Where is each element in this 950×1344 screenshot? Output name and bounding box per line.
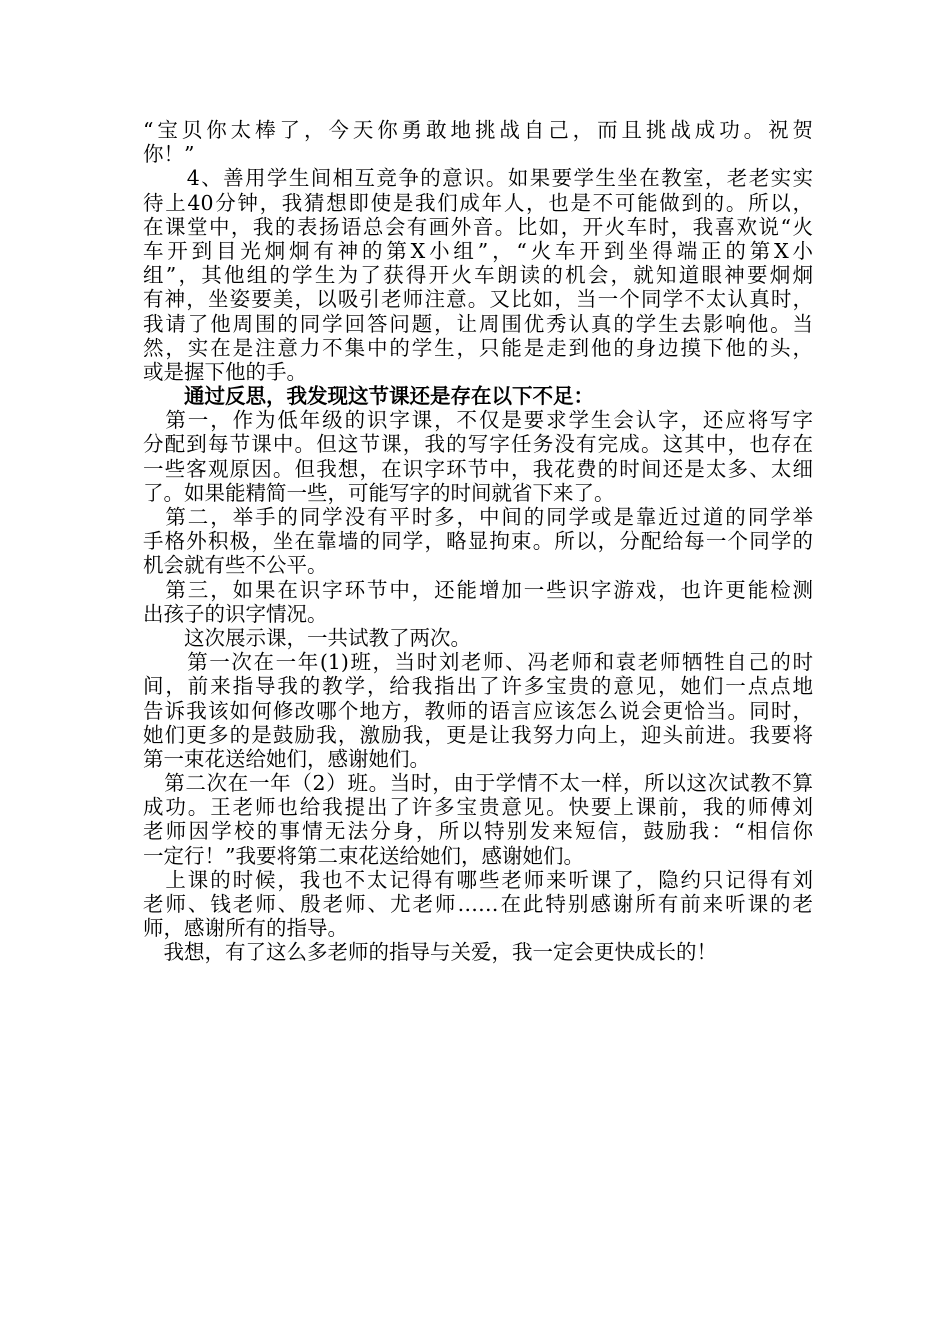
text-line: 这次展示课，一共试教了两次。 xyxy=(143,625,471,650)
text-line: 她们更多的是鼓励我，激励我，更是让我努力向上，迎头前进。我要将 xyxy=(143,722,813,747)
text-line: 第二次在一年（2）班。当时，由于学情不太一样，所以这次试教不算 xyxy=(143,771,813,796)
text-line: 待上40分钟，我猜想即使是我们成年人，也是不可能做到的。所以， xyxy=(143,190,813,215)
text-line: 然，实在是注意力不集中的学生，只能是走到他的身边摸下他的头， xyxy=(143,335,813,360)
text-line: 成功。王老师也给我提出了许多宝贵意见。快要上课前，我的师傅刘 xyxy=(143,795,813,820)
text-line: 第一，作为低年级的识字课，不仅是要求学生会认字，还应将写字 xyxy=(143,408,813,433)
text-line: 第三，如果在识字环节中，还能增加一些识字游戏，也许更能检测 xyxy=(143,577,813,602)
text-line: 或是握下他的手。 xyxy=(143,359,307,384)
text-line: 有神，坐姿要美，以吸引老师注意。又比如，当一个同学不太认真时， xyxy=(143,287,813,312)
text-line: 第一次在一年(1)班，当时刘老师、冯老师和袁老师牺牲自己的时 xyxy=(143,650,813,675)
text-line: 间，前来指导我的教学，给我指出了许多宝贵的意见，她们一点点地 xyxy=(143,674,813,699)
text-line: 第二，举手的同学没有平时多，中间的同学或是靠近过道的同学举 xyxy=(143,505,813,529)
text-line: 机会就有些不公平。 xyxy=(143,553,328,578)
text-line: 手格外积极，坐在靠墙的同学，略显拘束。所以，分配给每一个同学的 xyxy=(143,529,813,554)
text-line: 4、善用学生间相互竞争的意识。如果要学生坐在教室，老老实实 xyxy=(143,166,813,191)
text-line: 出孩子的识字情况。 xyxy=(143,601,328,626)
text-line: 组”，其他组的学生为了获得开火车朗读的机会，就知道眼神要炯炯 xyxy=(143,263,813,288)
text-line: 我请了他周围的同学回答问题，让周围优秀认真的学生去影响他。当 xyxy=(143,311,813,336)
text-line: 上课的时候，我也不太记得有哪些老师来听课了，隐约只记得有刘 xyxy=(143,867,813,892)
text-line: 告诉我该如何修改哪个地方，教师的语言应该怎么说会更恰当。同时， xyxy=(143,698,813,723)
text-line: 分配到每节课中。但这节课，我的写字任务没有完成。这其中，也存在 xyxy=(143,432,813,457)
text-line: 一定行！”我要将第二束花送给她们，感谢她们。 xyxy=(143,843,584,868)
text-line: 我想，有了这么多老师的指导与关爱，我一定会更快成长的！ xyxy=(143,940,717,965)
text-line: 第一束花送给她们，感谢她们。 xyxy=(143,746,430,771)
document-body xyxy=(143,118,813,965)
text-line: 在课堂中，我的表扬语总会有画外音。比如，开火车时，我喜欢说“火 xyxy=(143,214,813,239)
text-line: 老师因学校的事情无法分身，所以特别发来短信，鼓励我：“相信你 xyxy=(143,819,813,844)
text-line: 老师、钱老师、殷老师、尤老师……在此特别感谢所有前来听课的老 xyxy=(143,892,813,916)
text-line: 师，感谢所有的指导。 xyxy=(143,916,348,941)
text-line: 一些客观原因。但我想，在识字环节中，我花费的时间还是太多、太细 xyxy=(143,456,813,481)
section-heading: 通过反思，我发现这节课还是存在以下不足： xyxy=(143,384,594,409)
text-line: “宝贝你太棒了，今天你勇敢地挑战自己，而且挑战成功。祝贺 xyxy=(143,118,813,142)
text-line: 车开到目光炯炯有神的第X小组”，“火车开到坐得端正的第X小 xyxy=(143,238,813,263)
text-line: 你！” xyxy=(143,142,195,167)
text-line: 了。如果能精简一些，可能写字的时间就省下来了。 xyxy=(143,480,615,505)
